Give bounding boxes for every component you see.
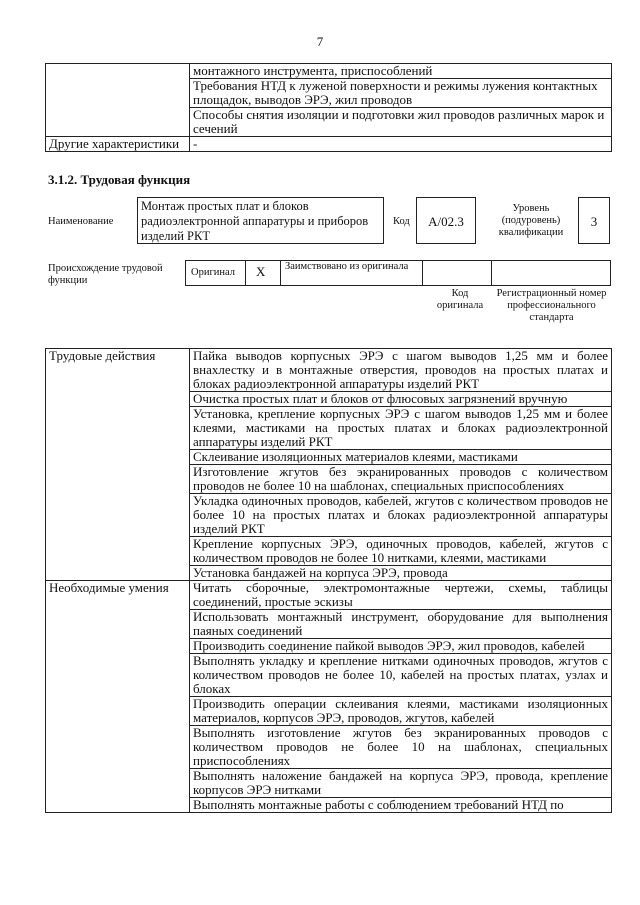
code-box: [416, 197, 476, 244]
reg-number-label: Регистрационный номер профессионального стандарта: [496, 288, 607, 323]
skill-item: Производить операции склеивания клеями, мастиками изоляционных материалов, корпусов ЭРЭ, проводов, жгутов, кабелей: [190, 697, 612, 726]
origin-label: Происхождение трудовой функции: [48, 263, 163, 286]
table-cell: Способы снятия изоляции и подготовки жил проводов различных марок и сечений: [190, 108, 612, 137]
skill-item: Выполнять наложение бандажей на корпуса ЭРЭ, провода, крепление корпусов ЭРЭ нитками: [190, 769, 612, 798]
table-row: [46, 64, 612, 79]
section-title: 3.1.2. Трудовая функция: [48, 172, 191, 187]
function-name-box: [137, 197, 384, 244]
name-label: Наименование: [48, 216, 114, 227]
table-row: [46, 137, 612, 152]
skill-item: Выполнять укладку и крепление нитками одиночных проводов, жгутов с количеством проводов не более 10, кабелей на простых платах, узлах и блоках: [190, 654, 612, 697]
code-value: A/02.3: [428, 214, 464, 229]
divider: [245, 260, 246, 286]
labor-action-item: Укладка одиночных проводов, кабелей, жгутов с количеством проводов не более 10 на простых платах и блоках радиоэлектронной аппаратуры изделий РКТ: [190, 494, 612, 537]
labor-action-item: Установка бандажей на корпуса ЭРЭ, провода: [190, 566, 612, 581]
skill-item: Выполнять монтажные работы с соблюдением требований НТД по: [190, 798, 612, 813]
labor-actions-label: Трудовые действия: [46, 349, 190, 581]
table-cell: Требования НТД к луженой поверхности и режимы лужения контактных площадок, выводов ЭРЭ, жил проводов: [190, 79, 612, 108]
table-row: [46, 349, 612, 392]
code-label: Код: [393, 216, 410, 227]
divider: [422, 260, 423, 286]
divider: [491, 260, 492, 286]
level-label: Уровень (подуровень) квалификации: [498, 203, 564, 238]
table-cell: -: [190, 137, 612, 152]
table-cell-empty: [46, 64, 190, 137]
skill-item: Читать сборочные, электромонтажные чертежи, схемы, таблицы соединений, простые эскизы: [190, 581, 612, 610]
prev-requirements-table: [45, 63, 612, 152]
divider: [280, 260, 281, 286]
page-number: 7: [316, 34, 324, 49]
original-mark: X: [256, 264, 266, 279]
labor-action-item: Склеивание изоляционных материалов клеями, мастиками: [190, 450, 612, 465]
skill-item: Выполнять изготовление жгутов без экранированных проводов с количеством проводов не более 10 на шаблонах, специальных приспособлениях: [190, 726, 612, 769]
code-original-label: Код оригинала: [436, 288, 484, 311]
skill-item: Использовать монтажный инструмент, оборудование для выполнения паяных соединений: [190, 610, 612, 639]
level-box: [578, 197, 610, 244]
skills-label: Необходимые умения: [46, 581, 190, 813]
labor-action-item: Пайка выводов корпусных ЭРЭ с шагом выводов 1,25 мм и более внахлестку и в монтажные отверстия, проводов на простых платах и блоках радиоэлектронной аппаратуры изделий РКТ: [190, 349, 612, 392]
table-cell: монтажного инструмента, приспособлений: [190, 64, 612, 79]
borrowed-label: Заимствовано из оригинала: [285, 261, 409, 272]
labor-action-item: Очистка простых плат и блоков от флюсовых загрязнений вручную: [190, 392, 612, 407]
function-details-table: [45, 348, 612, 813]
labor-action-item: Крепление корпусных ЭРЭ, одиночных проводов, кабелей, жгутов с количеством проводов не более 10 нитками, клеями, мастиками: [190, 537, 612, 566]
labor-action-item: Установка, крепление корпусных ЭРЭ с шагом выводов 1,25 мм и более клеями, мастиками на простых платах и блоках радиоэлектронной аппаратуры изделий РКТ: [190, 407, 612, 450]
table-row: [46, 581, 612, 610]
level-value: 3: [590, 214, 598, 229]
function-name: Монтаж простых плат и блоков радиоэлектронной аппаратуры и приборов изделий РКТ: [141, 199, 369, 243]
original-label: Оригинал: [191, 267, 235, 278]
table-cell-label: Другие характеристики: [46, 137, 190, 152]
labor-action-item: Изготовление жгутов без экранированных проводов с количеством проводов не более 10 на шаблонах, специальных приспособлениях: [190, 465, 612, 494]
skill-item: Производить соединение пайкой выводов ЭРЭ, жил проводов, кабелей: [190, 639, 612, 654]
